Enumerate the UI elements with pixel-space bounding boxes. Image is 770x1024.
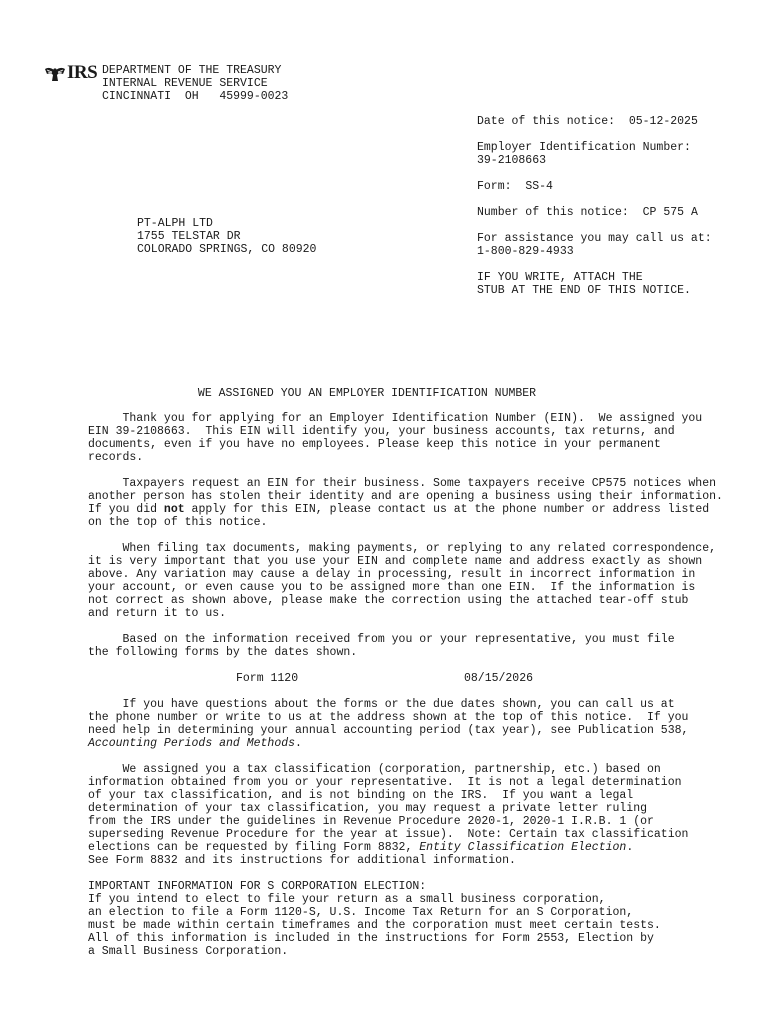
recipient-address	[137, 217, 316, 256]
text-line: If you have questions about the forms or the due dates shown, you can call us at	[88, 698, 675, 711]
paragraph-identity-theft	[88, 477, 748, 529]
form-value: SS-4	[525, 180, 553, 193]
text-line: determination of your tax classification, you may request a private letter ruling	[88, 802, 647, 815]
notice-number-value: CP 575 A	[642, 206, 698, 219]
text-line: not correct as shown above, please make the correction using the attached tear-off stub	[88, 594, 689, 607]
department-line: DEPARTMENT OF THE TREASURY	[102, 64, 282, 77]
paragraph-use-ein	[88, 542, 748, 620]
irs-logo	[44, 62, 100, 84]
paragraph-s-corporation	[88, 880, 748, 958]
ein-label: Employer Identification Number:	[477, 141, 691, 154]
emphasis-not: not	[163, 503, 185, 516]
text-line: We assigned you a tax classification (corporation, partnership, etc.) based on	[88, 763, 661, 776]
text-line: Based on the information received from you or your representative, you must file	[88, 633, 675, 646]
paragraph-questions	[88, 698, 748, 750]
publication-title: Accounting Periods and Methods	[88, 737, 296, 750]
recipient-line: 1755 TELSTAR DR	[137, 230, 241, 243]
text-line: EIN 39-2108663. This EIN will identify you, your business accounts, tax returns, and	[88, 425, 675, 438]
notice-date-value: 05-12-2025	[628, 115, 698, 128]
text-segment: If you did	[88, 503, 164, 516]
eagle-seal-icon	[44, 65, 66, 82]
notice-body	[88, 412, 748, 971]
form-title: Entity Classification Election	[419, 841, 627, 854]
form-info	[477, 180, 712, 193]
notice-title: WE ASSIGNED YOU AN EMPLOYER IDENTIFICATION NUMBER	[197, 387, 537, 400]
text-line: another person has stolen their identity and are opening a business using their information.	[88, 490, 723, 503]
text-line: Thank you for applying for an Employer Identification Number (EIN). We assigned you	[88, 412, 703, 425]
paragraph-tax-classification	[88, 763, 748, 867]
recipient-line: COLORADO SPRINGS, CO 80920	[137, 243, 317, 256]
text-line: documents, even if you have no employees. Please keep this notice in your permanent	[88, 438, 661, 451]
text-line: the following forms by the dates shown.	[88, 646, 358, 659]
due-form-name: Form 1120	[236, 672, 299, 685]
notice-number-label: Number of this notice:	[477, 206, 629, 219]
text-segment: .	[295, 737, 302, 750]
assistance-label: For assistance you may call us at:	[477, 232, 712, 245]
text-line: records.	[88, 451, 144, 464]
form-label: Form:	[477, 180, 512, 193]
notice-number	[477, 206, 712, 219]
text-line: must be made within certain timeframes and the corporation must meet certain tests.	[88, 919, 661, 932]
department-line: CINCINNATI OH 45999-0023	[102, 90, 289, 103]
text-line: If you intend to elect to file your return as a small business corporation,	[88, 893, 606, 906]
text-line: All of this information is included in the instructions for Form 2553, Election by	[88, 932, 654, 945]
text-line	[88, 503, 748, 516]
irs-logo-text: IRS	[67, 62, 98, 83]
notice-date	[477, 115, 712, 128]
text-line: on the top of this notice.	[88, 516, 268, 529]
department-line: INTERNAL REVENUE SERVICE	[102, 77, 268, 90]
due-form-row	[88, 672, 748, 685]
write-instruction: STUB AT THE END OF THIS NOTICE.	[477, 284, 691, 297]
text-line: an election to file a Form 1120-S, U.S. Income Tax Return for an S Corporation,	[88, 906, 634, 919]
text-line: and return it to us.	[88, 607, 227, 620]
ein-value: 39-2108663	[477, 154, 547, 167]
text-line: your account, or even cause you to be assigned more than one EIN. If the information is	[88, 581, 696, 594]
notice-info	[477, 115, 712, 310]
text-segment: elections can be requested by filing Form 8832,	[88, 841, 420, 854]
write-instruction: IF YOU WRITE, ATTACH THE	[477, 271, 643, 284]
recipient-line: PT-ALPH LTD	[137, 217, 213, 230]
paragraph-forms-to-file	[88, 633, 748, 659]
text-line: a Small Business Corporation.	[88, 945, 289, 958]
text-line: When filing tax documents, making payments, or replying to any related correspondence,	[88, 542, 717, 555]
text-line: superseding Revenue Procedure for the year at issue). Note: Certain tax classification	[88, 828, 689, 841]
text-line: of your tax classification, and is not binding on the IRS. If you want a legal	[88, 789, 634, 802]
text-segment: apply for this EIN, please contact us at the phone number or address listed	[184, 503, 710, 516]
text-line	[88, 841, 748, 854]
text-segment: .	[626, 841, 634, 854]
text-line: information obtained from you or your representative. It is not a legal determination	[88, 776, 682, 789]
text-line: need help in determining your annual accounting period (tax year), see Publication 538,	[88, 724, 689, 737]
text-line: above. Any variation may cause a delay in processing, result in incorrect information in	[88, 568, 696, 581]
text-line: the phone number or write to us at the address shown at the top of this notice. If you	[88, 711, 689, 724]
text-line: Taxpayers request an EIN for their business. Some taxpayers receive CP575 notices when	[88, 477, 717, 490]
due-form-date: 08/15/2026	[464, 672, 534, 685]
text-line	[88, 737, 748, 750]
text-line: from the IRS under the guidelines in Revenue Procedure 2020-1, 2020-1 I.R.B. 1 (or	[88, 815, 654, 828]
section-heading: IMPORTANT INFORMATION FOR S CORPORATION ELECTION:	[88, 880, 427, 893]
text-line: it is very important that you use your EIN and complete name and address exactly as shown	[88, 555, 703, 568]
sender-address	[102, 64, 288, 103]
notice-date-label: Date of this notice:	[477, 115, 616, 128]
text-line: See Form 8832 and its instructions for additional information.	[88, 854, 516, 867]
paragraph-ein-assigned	[88, 412, 748, 464]
assistance-phone: 1-800-829-4933	[477, 245, 574, 258]
